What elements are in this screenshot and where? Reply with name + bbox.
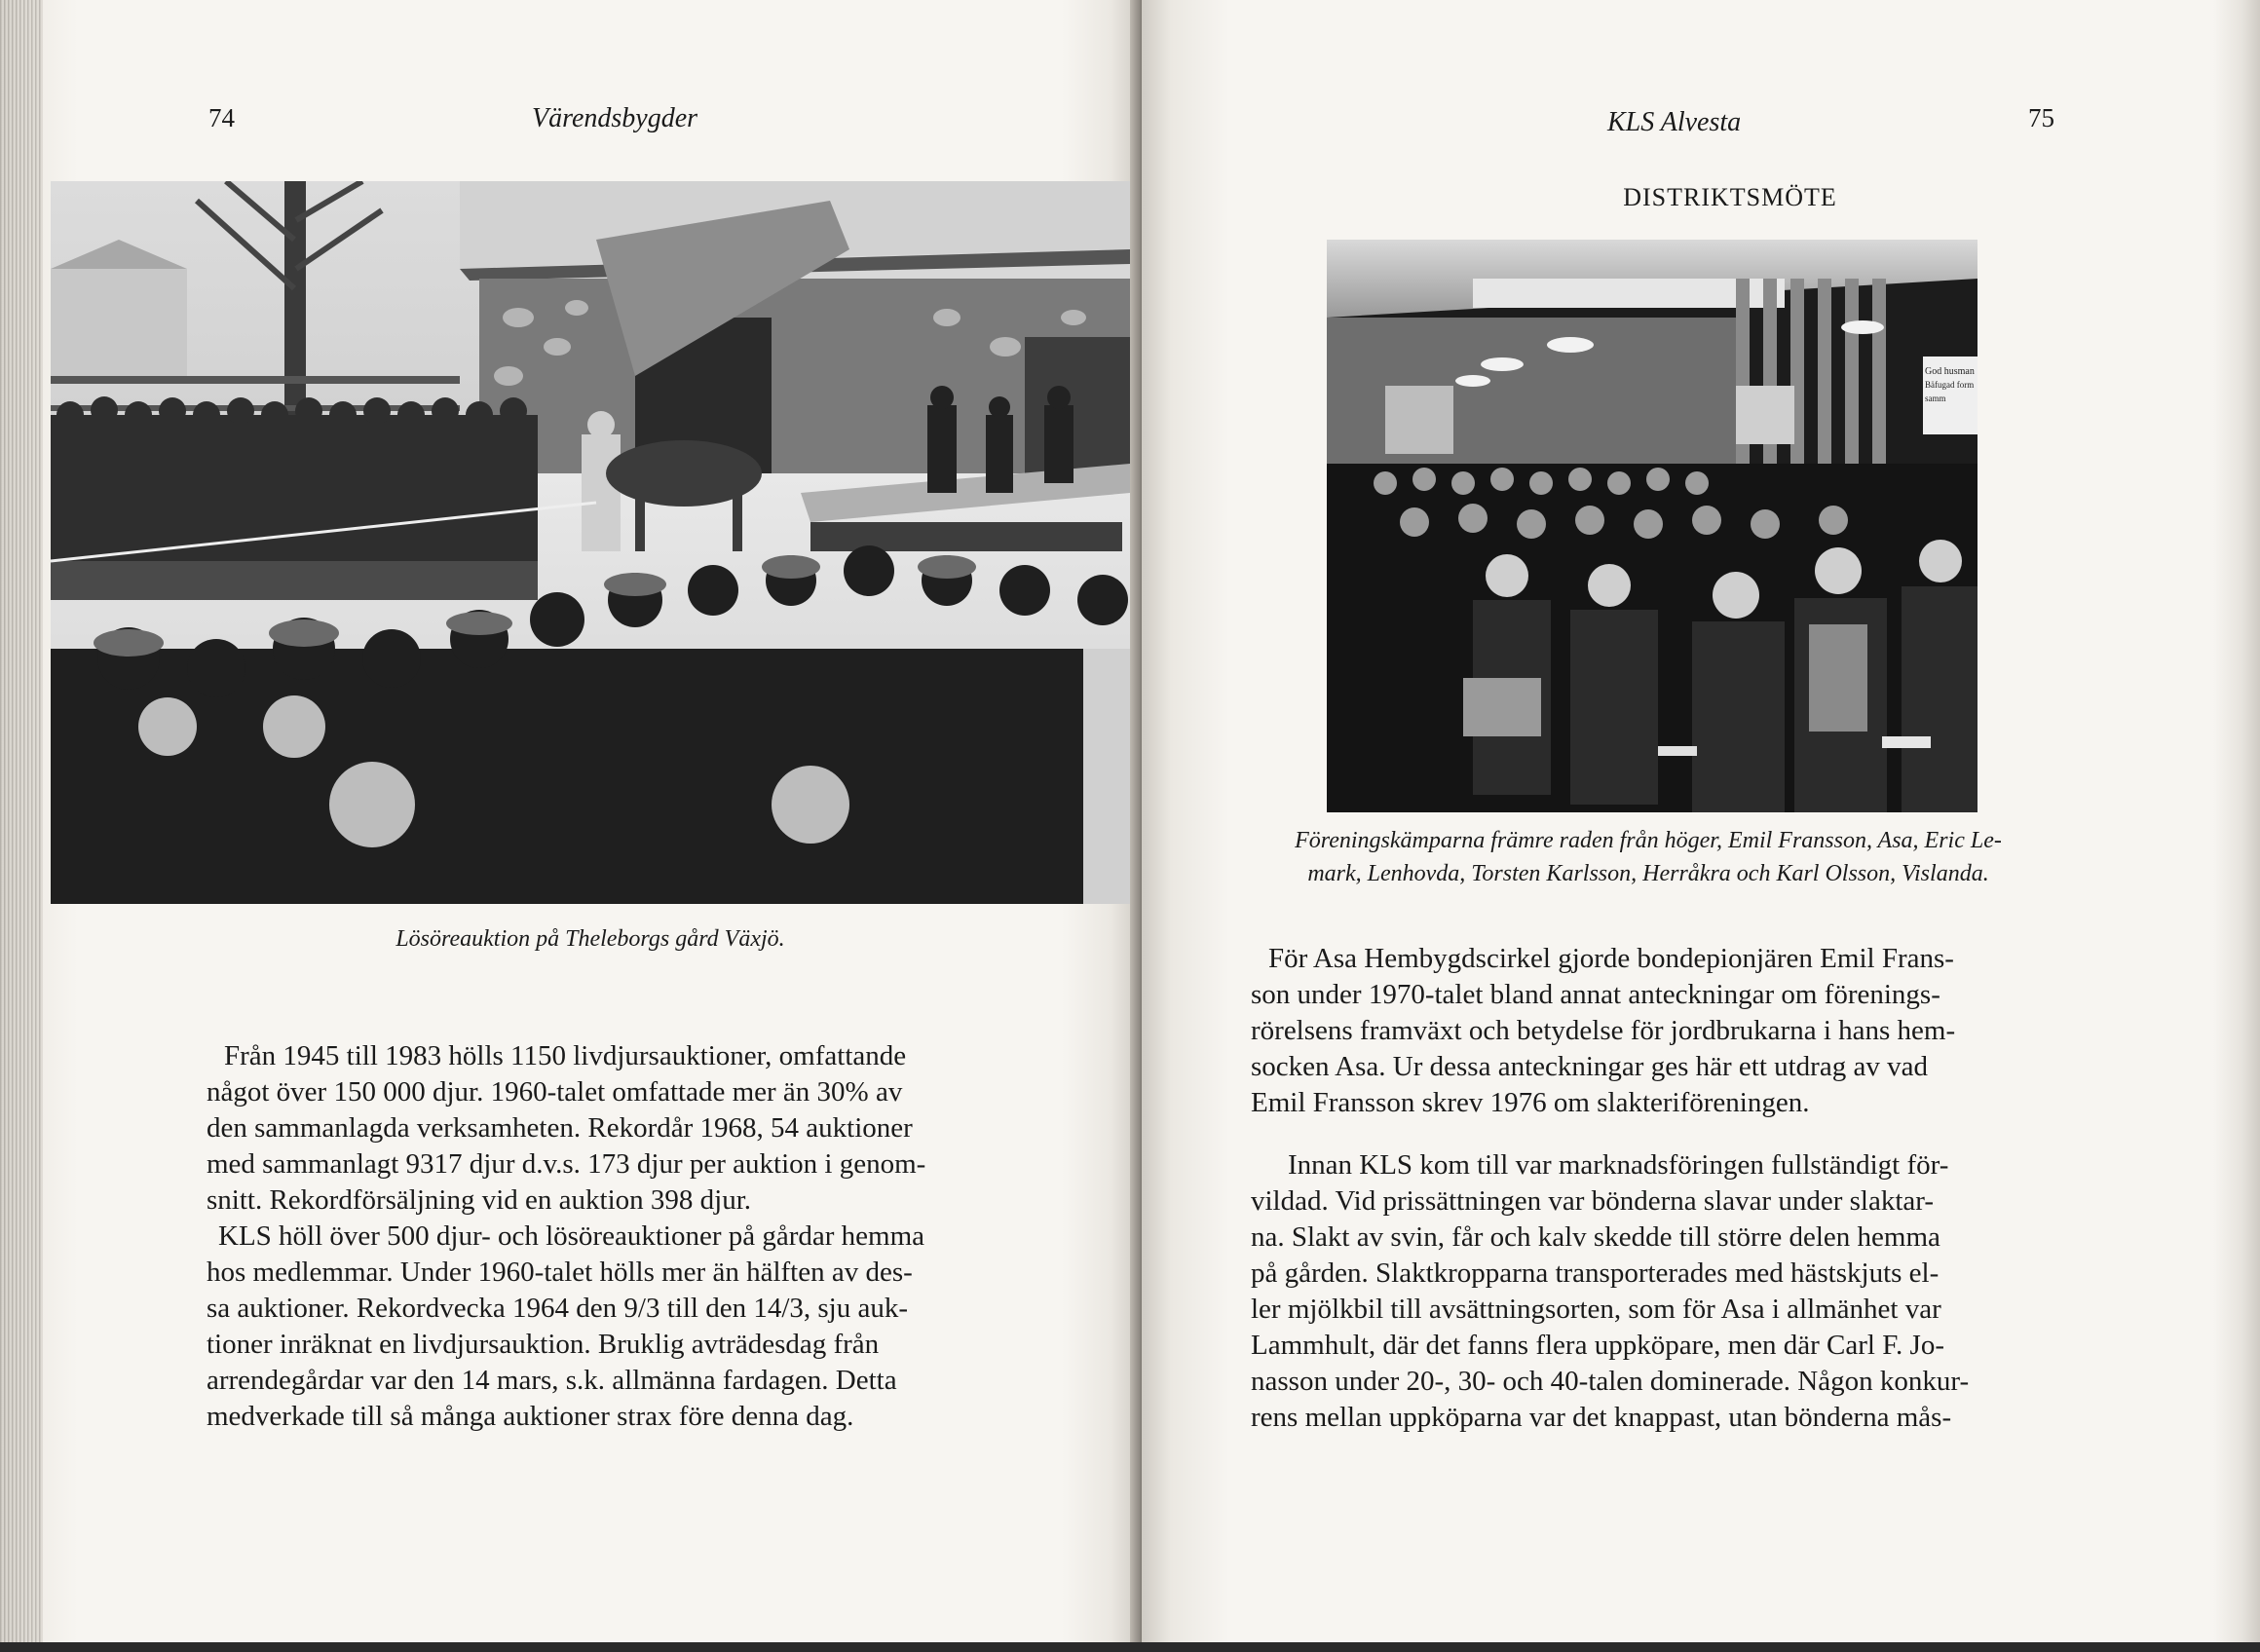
auction-photo <box>51 181 1130 904</box>
text-line: med sammanlagt 9317 djur d.v.s. 173 djur per auktion i genom- <box>207 1148 926 1180</box>
right-paragraph-1 <box>1251 941 2089 1121</box>
text-line: Lammhult, där det fanns flera uppköpare, men där Carl F. Jo- <box>1251 1330 1944 1361</box>
bottom-edge <box>0 1642 2260 1652</box>
left-paragraph-2 <box>207 1219 1035 1435</box>
text-line: arrendegårdar var den 14 mars, s.k. allmänna fardagen. Detta <box>207 1365 897 1396</box>
text-line: den sammanlagda verksamheten. Rekordår 1968, 54 auktioner <box>207 1112 913 1144</box>
caption-line: Föreningskämparna främre raden från höger, Emil Fransson, Asa, Eric Le- <box>1295 828 2002 853</box>
page-edge-stack <box>0 0 43 1644</box>
caption-line: mark, Lenhovda, Torsten Karlsson, Herråkra och Karl Olsson, Vislanda. <box>1307 861 1989 886</box>
auction-photo-image <box>51 181 1130 904</box>
poster-text-line-3: samm <box>1925 394 1946 403</box>
text-line: vildad. Vid prissättningen var bönderna slavar under slaktar- <box>1251 1185 1934 1217</box>
text-line: För Asa Hembygdscirkel gjorde bondepionjären Emil Frans- <box>1268 943 1954 974</box>
text-line: något över 150 000 djur. 1960-talet omfattade mer än 30% av <box>207 1076 903 1108</box>
text-line: tioner inräknat en livdjursauktion. Bruklig avträdesdag från <box>207 1329 880 1360</box>
page-number-left: 74 <box>208 103 235 132</box>
text-line: KLS höll över 500 djur- och lösöreauktioner på gårdar hemma <box>218 1220 925 1252</box>
right-paragraph-2 <box>1251 1147 2089 1436</box>
meeting-photo-image <box>1327 240 1978 812</box>
text-line: Innan KLS kom till var marknadsföringen fullständigt för- <box>1288 1149 1949 1181</box>
text-line: medverkade till så många auktioner strax före denna dag. <box>207 1401 854 1432</box>
text-line: på gården. Slaktkropparna transporterades med hästskjuts el- <box>1251 1258 1940 1289</box>
text-line: ler mjölkbil till avsättningsorten, som för Asa i allmänhet var <box>1251 1294 1941 1325</box>
running-head-right: KLS Alvesta <box>1607 107 1742 137</box>
meeting-photo <box>1327 240 1978 812</box>
text-line: hos medlemmar. Under 1960-talet hölls mer än hälften av des- <box>207 1257 913 1288</box>
text-line: socken Asa. Ur dessa anteckningar ges här ett utdrag av vad <box>1251 1051 1928 1082</box>
text-line: rörelsens framväxt och betydelse för jordbrukarna i hans hem- <box>1251 1015 1956 1046</box>
text-line: Från 1945 till 1983 hölls 1150 livdjursauktioner, omfattande <box>224 1040 907 1071</box>
text-line: rens mellan uppköparna var det knappast, utan bönderna mås- <box>1251 1402 1952 1433</box>
text-line: na. Slakt av svin, får och kalv skedde till större delen hemma <box>1251 1221 1940 1253</box>
left-photo-caption: Lösöreauktion på Theleborgs gård Växjö. <box>396 926 785 952</box>
page-number-right: 75 <box>2028 103 2054 132</box>
text-line: snitt. Rekordförsäljning vid en auktion 398 djur. <box>207 1184 752 1216</box>
text-line: Emil Fransson skrev 1976 om slakteriföreningen. <box>1251 1087 1810 1118</box>
right-page <box>1142 0 2260 1644</box>
left-paragraph-1 <box>207 1038 1035 1219</box>
poster-text-line-1: God husman <box>1925 366 1975 377</box>
section-heading: DISTRIKTSMÖTE <box>1623 183 1837 211</box>
text-line: nasson under 20-, 30- och 40-talen dominerade. Någon konkur- <box>1251 1366 1970 1397</box>
running-head-left: Värendsbygder <box>532 103 698 133</box>
text-line: sa auktioner. Rekordvecka 1964 den 9/3 till den 14/3, sju auk- <box>207 1293 909 1324</box>
text-line: son under 1970-talet bland annat anteckningar om förenings- <box>1251 979 1940 1010</box>
poster-text-line-2: Bäfugad form <box>1925 380 1975 390</box>
right-photo-caption <box>1259 824 2038 890</box>
